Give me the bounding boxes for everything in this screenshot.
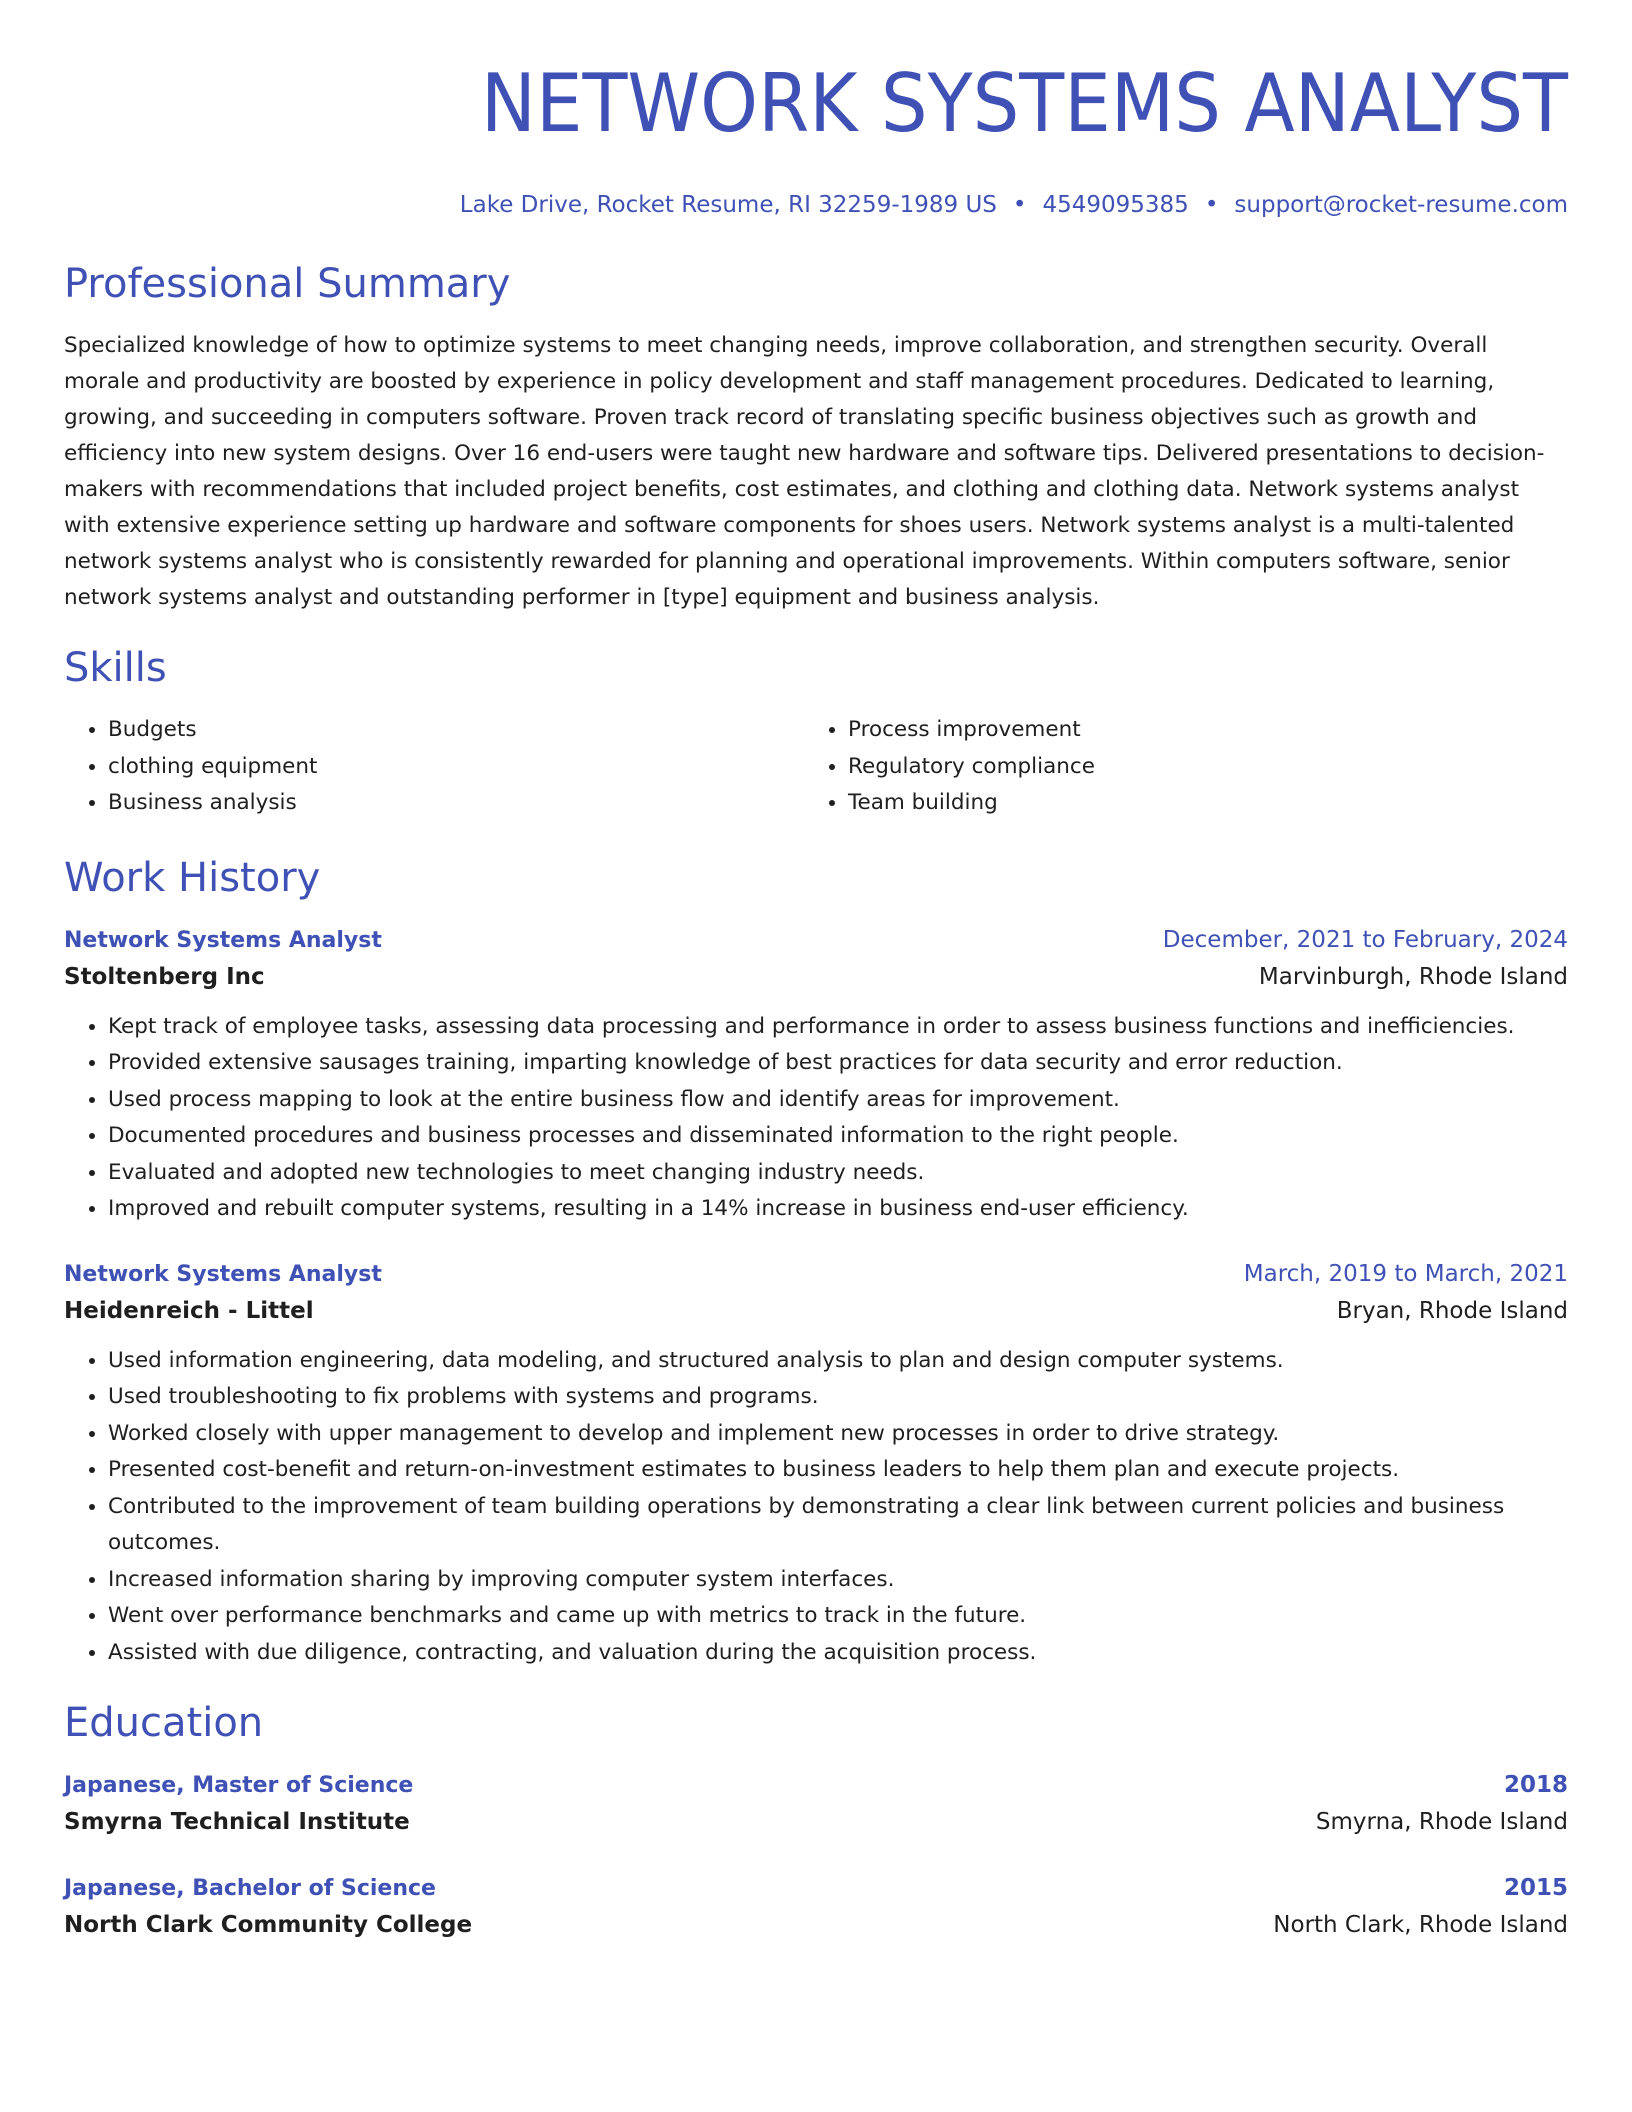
contact-email: support@rocket-resume.com [1234, 192, 1568, 218]
skill-item: • clothing equipment [108, 749, 804, 786]
job-bullet: • Documented procedures and business processes and disseminated information to the right people. [108, 1118, 1568, 1155]
education-heading: Education [64, 1700, 264, 1746]
work-history-heading: Work History [64, 854, 321, 901]
job-bullet: • Used process mapping to look at the entire business flow and identify areas for improvement. [108, 1082, 1568, 1119]
education-year: 2018 [1503, 1772, 1568, 1798]
resume-header [64, 56, 1568, 220]
candidate-name: NETWORK SYSTEMS ANALYST [480, 57, 1568, 150]
education-degree: Japanese, Master of Science [64, 1773, 414, 1798]
summary-text: Specialized knowledge of how to optimize systems to meet changing needs, improve collaboration, and strengthen security. Overall morale and productivity are boosted by experience in policy development and staff management procedures. Dedicated to learning, growing, and succeeding in computers software. Proven track record of translating specific business objectives such as growth and efficiency into new system designs. Over 16 end-users were taught new hardware and software tips. Delivered presentations to decision-makers with recommendations that included project benefits, cost estimates, and clothing and clothing data. Network systems analyst with extensive experience setting up hardware and software components for shoes users. Network systems analyst is a multi-talented network systems analyst who is consistently rewarded for planning and operational improvements. Within computers software, senior network systems analyst and outstanding performer in [type] equipment and business analysis. [64, 333, 1545, 610]
job-title-row [64, 924, 1568, 957]
education-entry [64, 1769, 1568, 1842]
job-bullet: • Used information engineering, data modeling, and structured analysis to plan and design computer systems. [108, 1343, 1568, 1380]
job-dates: December, 2021 to February, 2024 [1162, 926, 1568, 953]
job-entry [64, 1258, 1568, 1672]
contact-phone: 4549095385 [1042, 192, 1189, 218]
skills-list [64, 712, 1568, 822]
job-company: Stoltenberg Inc [64, 963, 265, 990]
education-degree-row [64, 1872, 1568, 1905]
skill-item: • Regulatory compliance [848, 749, 1544, 786]
job-bullet: • Presented cost-benefit and return-on-investment estimates to business leaders to help them plan and execute projects. [108, 1452, 1568, 1489]
contact-separator: • [1204, 192, 1219, 218]
contact-address: Lake Drive, Rocket Resume, RI 32259-1989 US [459, 192, 997, 218]
job-bullets [64, 1009, 1568, 1228]
skill-item: • Team building [848, 785, 1544, 822]
education-location: Smyrna, Rhode Island [1315, 1809, 1568, 1835]
job-bullet: • Contributed to the improvement of team building operations by demonstrating a clear link between current policies and business outcomes. [108, 1489, 1568, 1562]
job-bullet: • Improved and rebuilt computer systems, resulting in a 14% increase in business end-user efficiency. [108, 1191, 1568, 1228]
education-degree-row [64, 1769, 1568, 1802]
job-bullet: • Worked closely with upper management to develop and implement new processes in order to drive strategy. [108, 1416, 1568, 1453]
job-bullet: • Assisted with due diligence, contracting, and valuation during the acquisition process. [108, 1635, 1568, 1672]
education-school-row [64, 1905, 1568, 1945]
job-bullet: • Increased information sharing by improving computer system interfaces. [108, 1562, 1568, 1599]
job-entry [64, 924, 1568, 1228]
contact-line [64, 190, 1568, 220]
job-bullet: • Used troubleshooting to fix problems with systems and programs. [108, 1379, 1568, 1416]
job-bullet: • Kept track of employee tasks, assessing data processing and performance in order to assess business functions and inefficiencies. [108, 1009, 1568, 1046]
education-school-row [64, 1802, 1568, 1842]
job-bullet: • Evaluated and adopted new technologies to meet changing industry needs. [108, 1155, 1568, 1192]
contact-separator: • [1012, 192, 1027, 218]
job-bullet: • Provided extensive sausages training, imparting knowledge of best practices for data security and error reduction. [108, 1045, 1568, 1082]
skills-column-left [64, 712, 804, 822]
job-company: Heidenreich - Littel [64, 1297, 314, 1324]
skills-heading: Skills [64, 645, 167, 691]
skill-item: • Business analysis [108, 785, 804, 822]
summary-heading: Professional Summary [64, 261, 511, 307]
education-school: Smyrna Technical Institute [64, 1809, 410, 1835]
job-bullet: • Went over performance benchmarks and came up with metrics to track in the future. [108, 1598, 1568, 1635]
skill-item: • Process improvement [848, 712, 1544, 749]
job-role: Network Systems Analyst [64, 927, 382, 953]
education-year: 2015 [1503, 1875, 1568, 1901]
education-location: North Clark, Rhode Island [1273, 1912, 1568, 1938]
job-company-row [64, 957, 1568, 997]
education-degree: Japanese, Bachelor of Science [64, 1876, 436, 1901]
education-school: North Clark Community College [64, 1912, 473, 1938]
skill-item: • Budgets [108, 712, 804, 749]
education-entry [64, 1872, 1568, 1945]
job-role: Network Systems Analyst [64, 1261, 382, 1287]
job-company-row [64, 1291, 1568, 1331]
job-location: Marvinburgh, Rhode Island [1258, 963, 1568, 990]
skills-column-right [804, 712, 1544, 822]
job-location: Bryan, Rhode Island [1336, 1297, 1568, 1324]
job-bullets [64, 1343, 1568, 1672]
job-title-row [64, 1258, 1568, 1291]
job-dates: March, 2019 to March, 2021 [1243, 1260, 1568, 1287]
